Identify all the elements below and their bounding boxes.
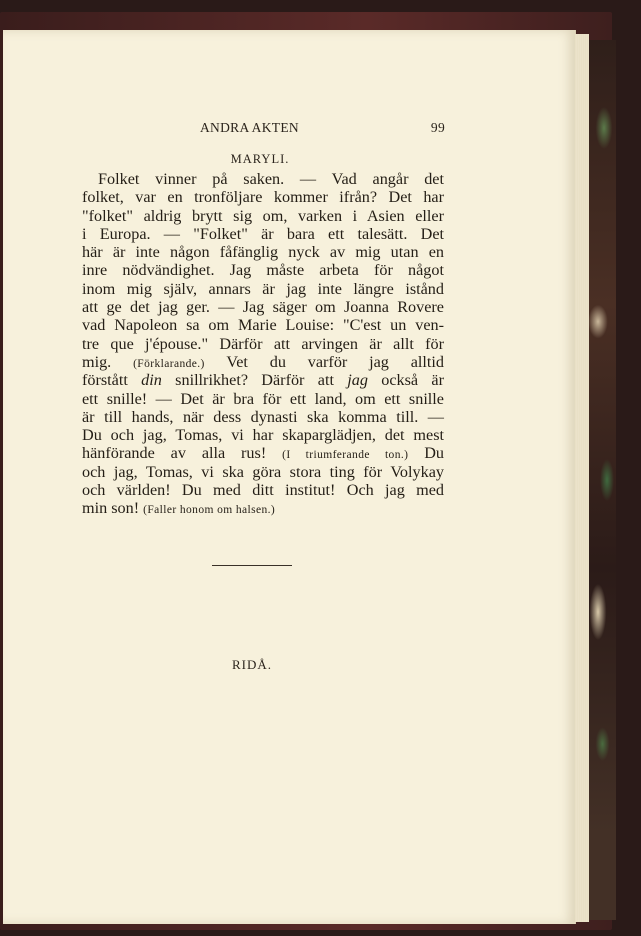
text-line: är till hands, när dess dynasti ska komma till. —	[82, 407, 444, 426]
text-line: i Europa. — "Folket" är bara ett talesätt. Det	[82, 224, 444, 243]
text-line: inre nödvändighet. Jag måste arbeta för något	[82, 261, 444, 280]
text-line: inom mig själv, annars är jag inte längre istånd	[82, 279, 444, 298]
text-line: och världen! Du med ditt institut! Och jag med	[82, 481, 444, 500]
page-edges	[575, 34, 589, 922]
speaker-name: MARYLI.	[230, 152, 290, 166]
text-line: "folket" aldrig brytt sig om, varken i Asien eller	[82, 206, 444, 225]
text-segment: Vet du varför jag alltid	[226, 352, 445, 371]
text-segment: också är	[381, 371, 445, 390]
text-segment: Du	[424, 444, 445, 463]
emphasis: jag	[347, 371, 368, 390]
emphasis: din	[141, 371, 162, 390]
stage-direction: (Förklarande.)	[133, 357, 205, 370]
text-line	[82, 444, 444, 462]
text-segment: min son!	[82, 499, 140, 518]
text-line: tre que j'épouse." Därför att arvingen är allt för	[82, 334, 444, 353]
text-segment: förstått	[82, 371, 128, 390]
stage-direction: (Faller honom om halsen.)	[143, 504, 276, 517]
dialogue-text	[82, 170, 444, 518]
text-line: Du och jag, Tomas, vi har skaparglädjen, det mest	[82, 426, 444, 445]
marbled-edge	[586, 40, 616, 920]
text-line	[82, 353, 444, 371]
running-head-title: ANDRA AKTEN	[200, 120, 299, 135]
text-segment: mig.	[82, 352, 112, 371]
text-line: att ge det jag ger. — Jag säger om Joanna Rovere	[82, 298, 444, 317]
text-segment: snillrikhet? Därför att	[175, 371, 334, 390]
end-rule	[212, 565, 292, 566]
stage-direction: (I triumferande ton.)	[282, 449, 409, 462]
text-segment: hänförande av alla rus!	[82, 444, 267, 463]
end-curtain: RIDÅ.	[232, 657, 273, 672]
text-line: Folket vinner på saken. — Vad angår det	[98, 170, 444, 188]
page-number: 99	[430, 120, 445, 135]
text-line	[82, 499, 444, 517]
text-line: ett snille! — Det är bra för ett land, om ett snille	[82, 389, 444, 408]
text-line: och jag, Tomas, vi ska göra stora ting för Volykay	[82, 462, 444, 481]
text-line: vad Napoleon sa om Marie Louise: "C'est un ven-	[82, 316, 444, 335]
text-line: folket, var en tronföljare kommer ifrån? Det har	[82, 188, 444, 207]
text-line: här är inte någon fåfänglig nyck av mig utan en	[82, 243, 444, 262]
text-line	[82, 371, 444, 389]
